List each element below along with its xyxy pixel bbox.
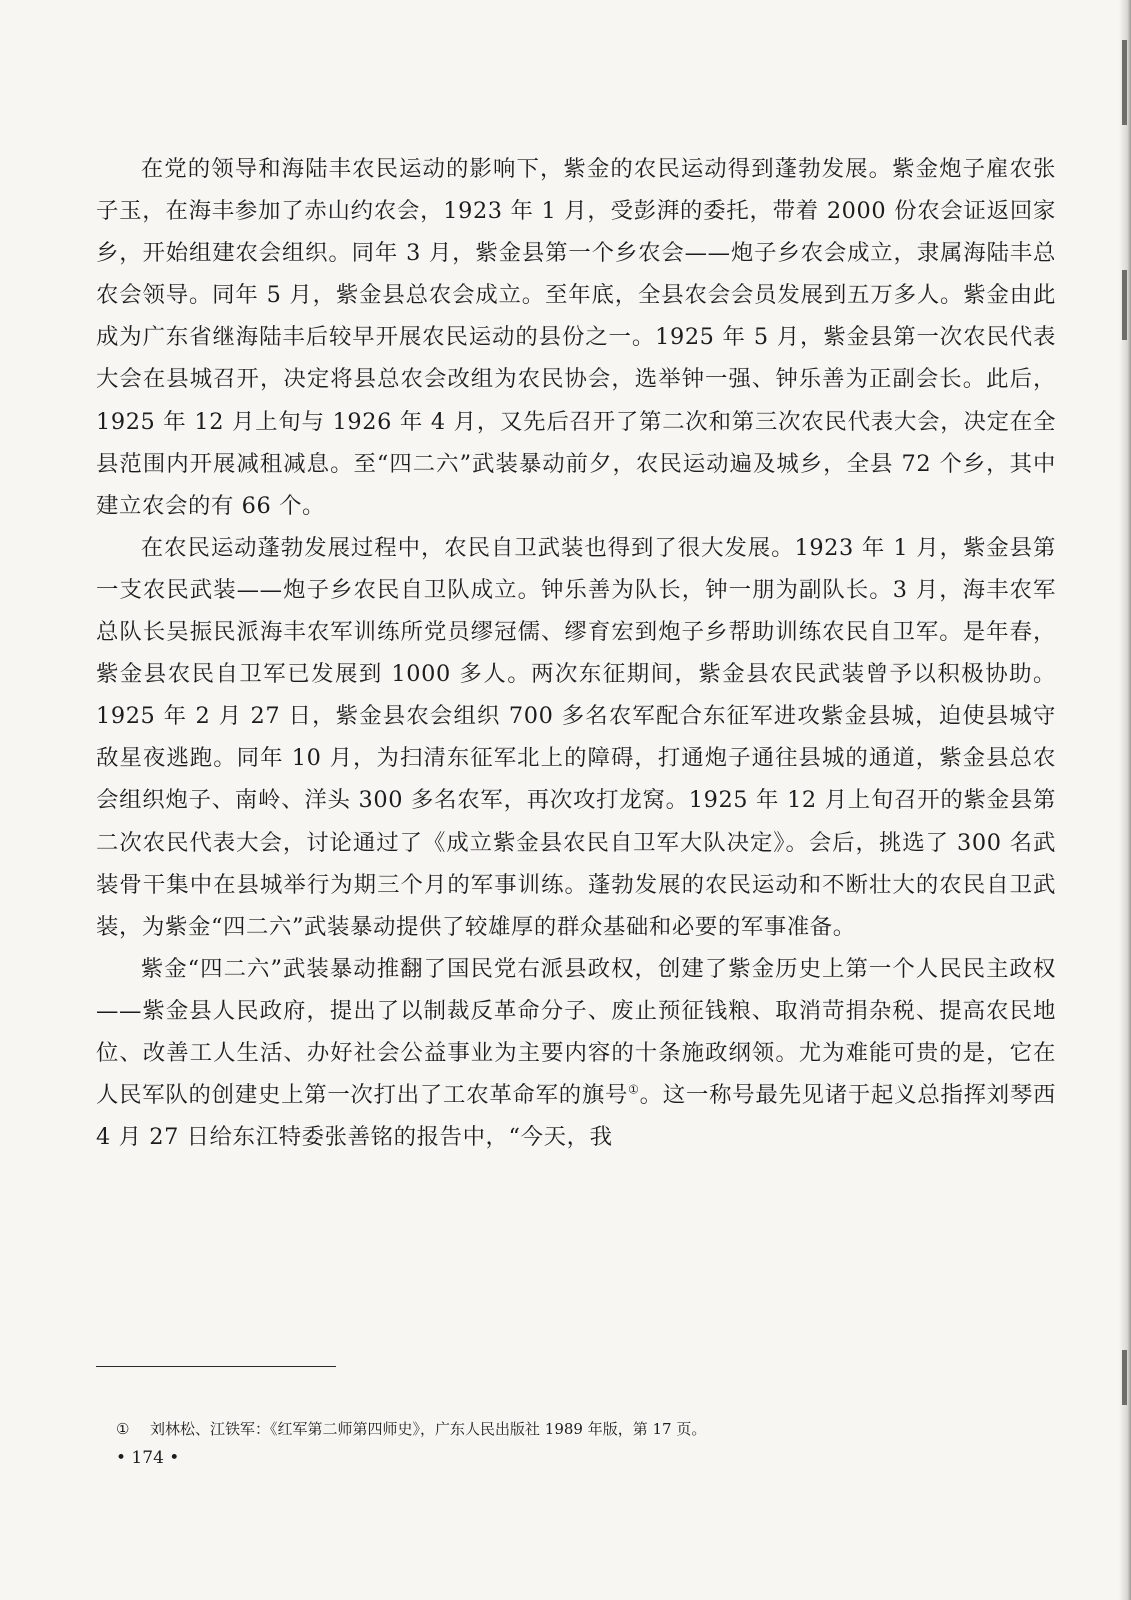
paragraph-3-tail: 。这一称号最先见诸于起义总指挥刘琴西 4 月 27 日给东江特委张善铭的报告中，“今天，我	[96, 1082, 1056, 1151]
footnote-divider	[96, 1366, 336, 1367]
page-number: • 174 •	[116, 1448, 180, 1468]
paragraph-1: 在党的领导和海陆丰农民运动的影响下，紫金的农民运动得到蓬勃发展。紫金炮子雇农张子玉，在海丰参加了赤山约农会，1923 年 1 月，受彭湃的委托，带着 2000 份农会证返回家乡，开始组建农会组织。同年 3 月，紫金县第一个乡农会——炮子乡农会成立，隶属海陆丰总农会领导。同年 5 月，紫金县总农会成立。至年底，全县农会会员发展到五万多人。紫金由此成为广东省继海陆丰后较早开展农民运动的县份之一。1925 年 5 月，紫金县第一次农民代表大会在县城召开，决定将县总农会改组为农民协会，选举钟一强、钟乐善为正副会长。此后，1925 年 12 月上旬与 1926 年 4 月，又先后召开了第二次和第三次农民代表大会，决定在全县范围内开展减租减息。至“四二六”武装暴动前夕，农民运动遍及城乡，全县 72 个乡，其中建立农会的有 66 个。	[96, 156, 1056, 519]
footnote-mark: ①	[116, 1420, 130, 1438]
scan-artifact	[1122, 1350, 1127, 1405]
footnote-text: 刘林松、江铁军：《红军第二师第四师史》，广东人民出版社 1989 年版，第 17 页。	[150, 1420, 707, 1438]
paragraph-2: 在农民运动蓬勃发展过程中，农民自卫武装也得到了很大发展。1923 年 1 月，紫金县第一支农民武装——炮子乡农民自卫队成立。钟乐善为队长，钟一朋为副队长。3 月，海丰农军总队长吴振民派海丰农军训练所党员缪冠儒、缪育宏到炮子乡帮助训练农民自卫军。是年春，紫金县农民自卫军已发展到 1000 多人。两次东征期间，紫金县农民武装曾予以积极协助。1925 年 2 月 27 日，紫金县农会组织 700 多名农军配合东征军进攻紫金县城，迫使县城守敌星夜逃跑。同年 10 月，为扫清东征军北上的障碍，打通炮子通往县城的通道，紫金县总农会组织炮子、南岭、洋头 300 多名农军，再次攻打龙窝。1925 年 12 月上旬召开的紫金县第二次农民代表大会，讨论通过了《成立紫金县农民自卫军大队决定》。会后，挑选了 300 名武装骨干集中在县城举行为期三个月的军事训练。蓬勃发展的农民运动和不断壮大的农民自卫武装，为紫金“四二六”武装暴动提供了较雄厚的群众基础和必要的军事准备。	[96, 534, 1056, 940]
main-text	[96, 148, 1056, 1158]
scan-edge-shadow	[1119, 0, 1131, 1600]
paragraph-3-text: 紫金“四二六”武装暴动推翻了国民党右派县政权，创建了紫金历史上第一个人民民主政权——紫金县人民政府，提出了以制裁反革命分子、废止预征钱粮、取消苛捐杂税、提高农民地位、改善工人生活、办好社会公益事业为主要内容的十条施政纲领。尤为难能可贵的是，它在人民军队的创建史上第一次打出了工农革命军的旗号	[96, 955, 1056, 1109]
scan-artifact	[1122, 270, 1127, 340]
footnote	[116, 1419, 1016, 1439]
paragraph-3	[96, 948, 1056, 1158]
scan-artifact	[1122, 40, 1127, 125]
footnote-reference[interactable]: ①	[628, 1082, 640, 1097]
